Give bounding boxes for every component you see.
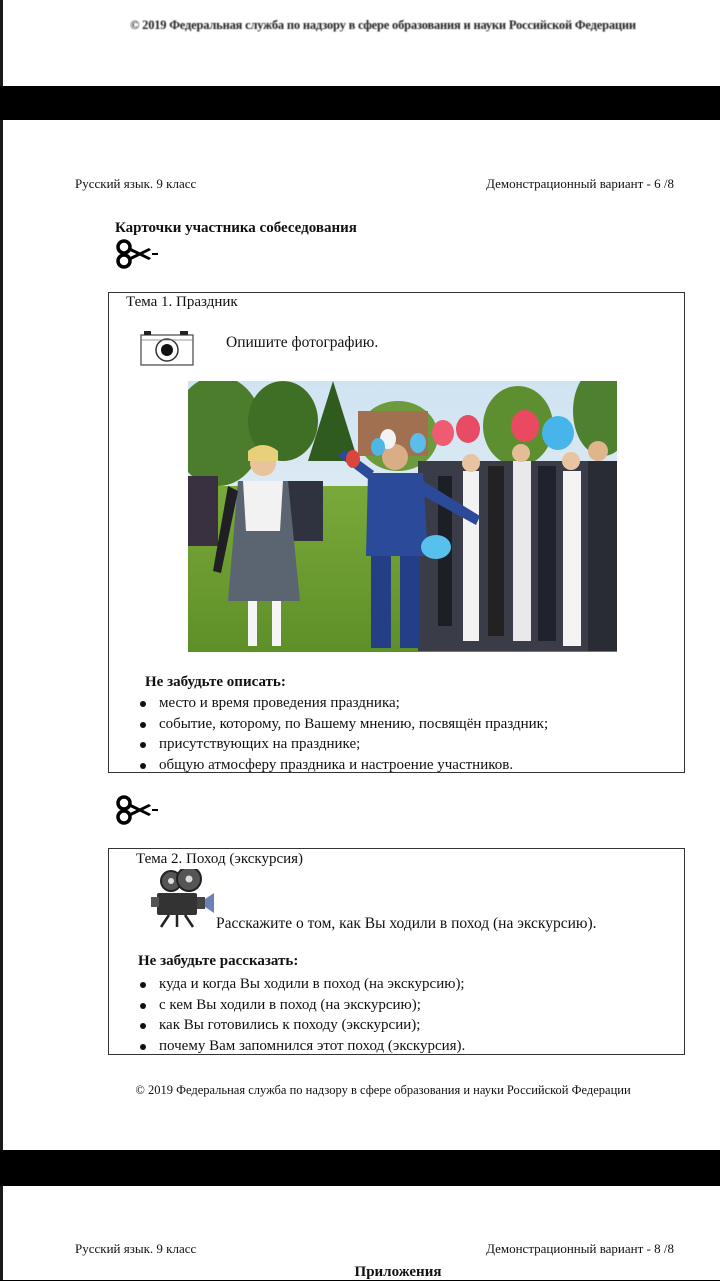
list-item: с кем Вы ходили в поход (на экскурсию); — [137, 995, 465, 1016]
page-footer: © 2019 Федеральная служба по надзору в сфере образования и науки Российской Федерации — [135, 1083, 631, 1097]
remember-heading: Не забудьте рассказать: — [138, 953, 299, 969]
list-item: почему Вам запомнился этот поход (экскурсия). — [137, 1036, 465, 1057]
next-page — [0, 1186, 720, 1280]
graduation-photo — [188, 381, 617, 652]
remember-heading: Не забудьте описать: — [145, 674, 286, 690]
card-task: Опишите фотографию. — [226, 334, 379, 351]
document-page — [0, 120, 720, 1150]
card-theme-title: Тема 2. Поход (экскурсия) — [136, 851, 304, 867]
list-item: общую атмосферу праздника и настроение участников. — [137, 755, 548, 776]
list-item: как Вы готовились к походу (экскурсии); — [137, 1015, 465, 1036]
list-item: место и время проведения праздника; — [137, 693, 548, 714]
page-header-variant: Демонстрационный вариант - 8 /8 — [486, 1241, 674, 1256]
page-header-variant: Демонстрационный вариант - 6 /8 — [486, 176, 674, 191]
scissors-icon — [115, 238, 159, 270]
camera-icon — [140, 330, 194, 366]
remember-list — [137, 693, 548, 775]
section-title: Карточки участника собеседования — [115, 220, 357, 236]
previous-page — [0, 0, 720, 86]
page-header-subject: Русский язык. 9 класс — [75, 176, 197, 191]
list-item: куда и когда Вы ходили в поход (на экскурсию); — [137, 974, 465, 995]
topic-card-holiday — [108, 292, 685, 773]
scissors-icon — [115, 794, 159, 826]
list-item: присутствующих на празднике; — [137, 734, 548, 755]
appendix-title: Приложения — [354, 1264, 442, 1280]
film-projector-icon — [149, 869, 215, 929]
topic-card-hike — [108, 848, 685, 1055]
list-item: событие, которому, по Вашему мнению, посвящён праздник; — [137, 714, 548, 735]
card-theme-title: Тема 1. Праздник — [126, 294, 238, 310]
card-task: Расскажите о том, как Вы ходили в поход (на экскурсию). — [216, 915, 597, 932]
page-header-subject: Русский язык. 9 класс — [75, 1241, 197, 1256]
previous-page-footer: © 2019 Федеральная служба по надзору в сфере образования и науки Российской Федерации — [130, 18, 636, 32]
remember-list — [137, 974, 465, 1056]
